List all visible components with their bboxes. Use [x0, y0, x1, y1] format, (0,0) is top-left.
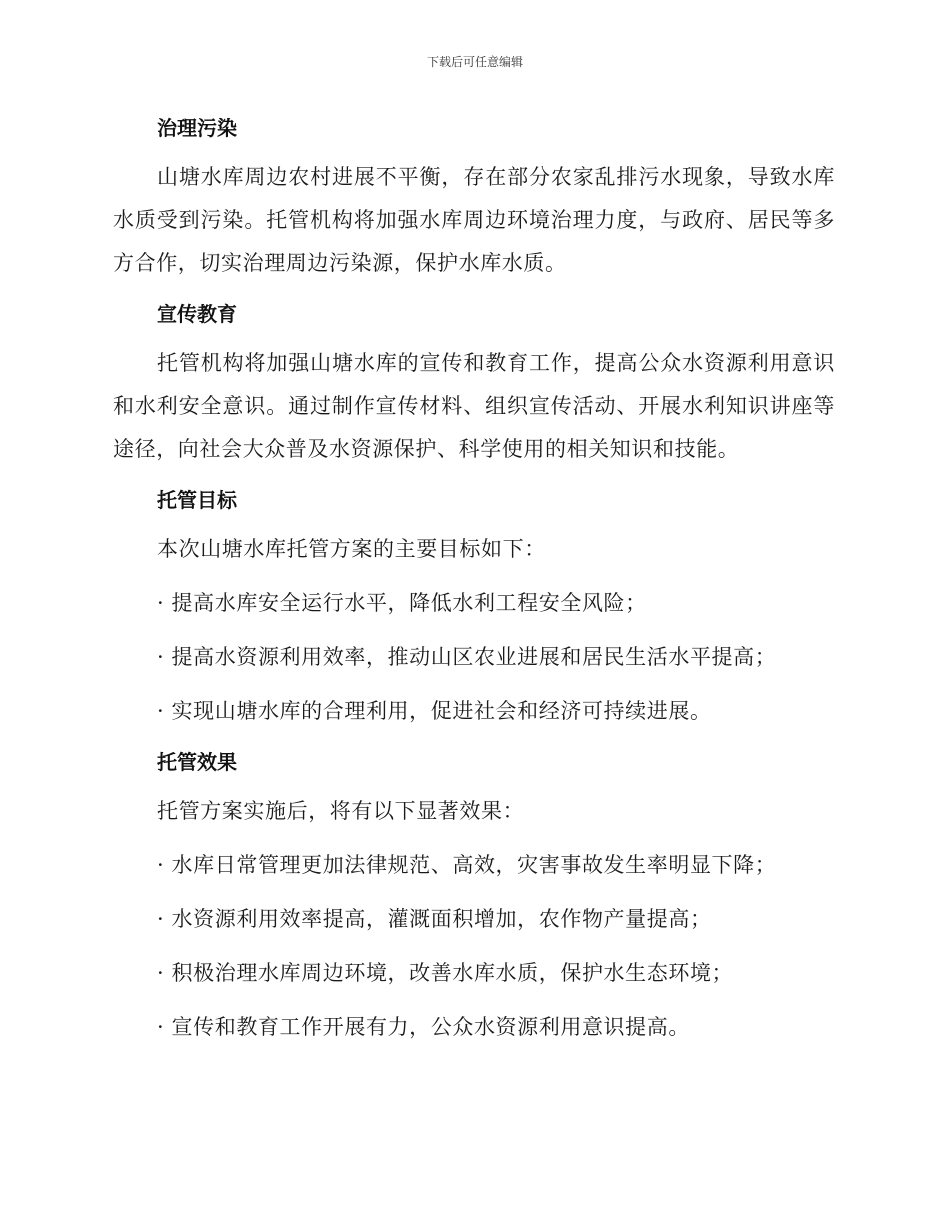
effects-list-item: · 积极治理水库周边环境，改善水库水质，保护水生态环境；: [157, 961, 734, 985]
goals-list-item: · 实现山塘水库的合理利用，促进社会和经济可持续进展。: [157, 699, 712, 723]
goals-intro: 本次山塘水库托管方案的主要目标如下：: [157, 537, 546, 561]
effects-intro: 托管方案实施后，将有以下显著效果：: [157, 799, 525, 823]
section-heading-pollution: 治理污染: [157, 116, 237, 140]
effects-list-item: · 宣传和教育工作开展有力，公众水资源利用意识提高。: [157, 1015, 690, 1039]
section-heading-effects: 托管效果: [157, 750, 237, 774]
goals-list-item: · 提高水资源利用效率，推动山区农业进展和居民生活水平提高；: [157, 645, 777, 669]
goals-list-item: · 提高水库安全运行水平，降低水利工程安全风险；: [157, 591, 647, 615]
effects-list-item: · 水库日常管理更加法律规范、高效，灾害事故发生率明显下降；: [157, 853, 777, 877]
section-body-education: 托管机构将加强山塘水库的宣传和教育工作，提高公众水资源利用意识和水利安全意识。通过制作宣传材料、组织宣传活动、开展水利知识讲座等途径，向社会大众普及水资源保护、科学使用的相关知识和技能。: [113, 351, 835, 461]
section-heading-education: 宣传教育: [157, 302, 237, 326]
document-body: [113, 110, 835, 1049]
section-body-pollution: 山塘水库周边农村进展不平衡，存在部分农家乱排污水现象，导致水库水质受到污染。托管机构将加强水库周边环境治理力度，与政府、居民等多方合作，切实治理周边污染源，保护水库水质。: [113, 165, 835, 275]
effects-list-item: · 水资源利用效率提高，灌溉面积增加，农作物产量提高；: [157, 907, 712, 931]
section-heading-goals: 托管目标: [157, 488, 237, 512]
header-note: 下载后可任意编辑: [426, 55, 523, 69]
